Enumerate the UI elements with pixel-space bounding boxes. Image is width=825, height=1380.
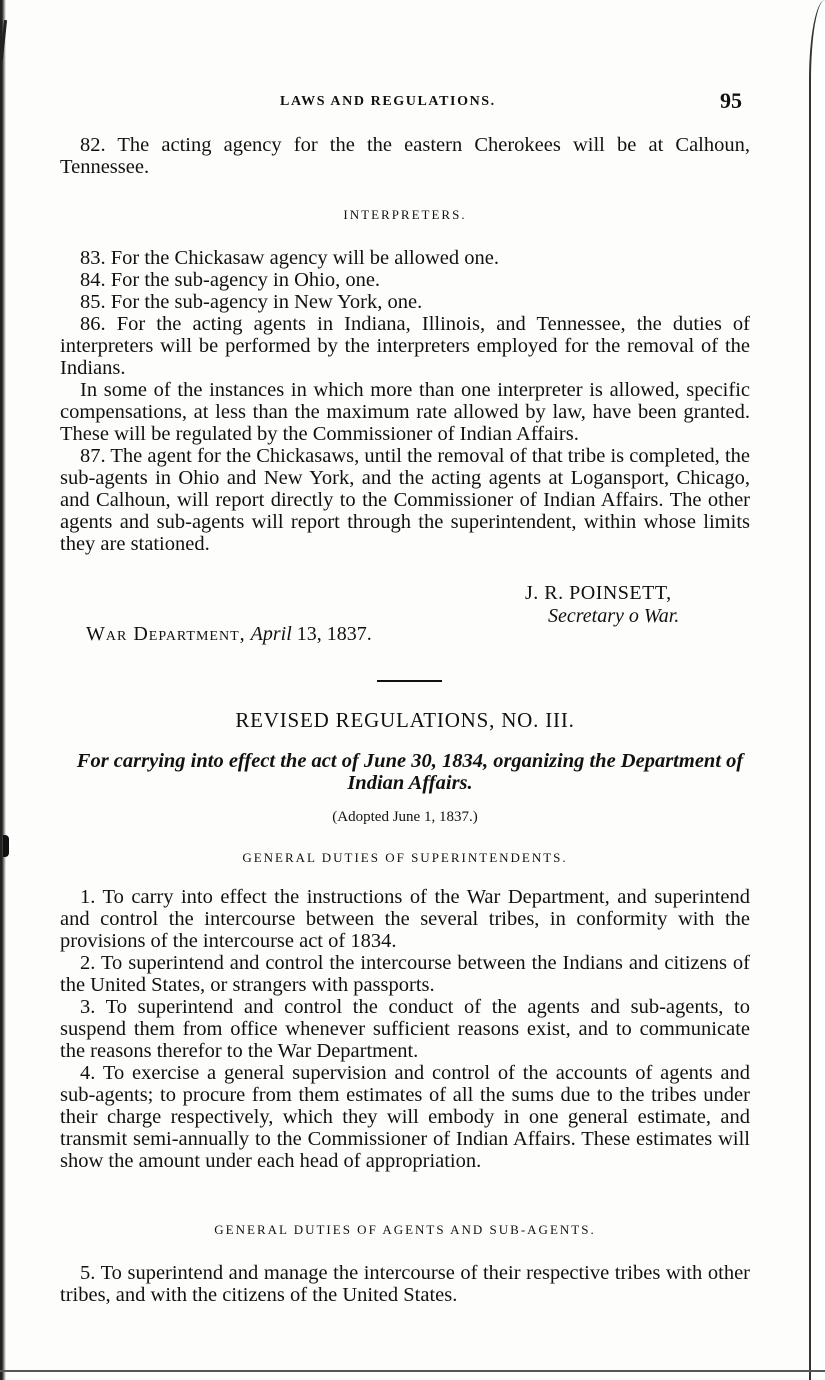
paragraph-86-continued: In some of the instances in which more than one interpreter is allowed, specific compensations, at less than the maximum rate allowed by law, have been granted. These will be regulated by the Commissioner of Indian Affairs. xyxy=(60,379,750,445)
page-number: 95 xyxy=(720,88,742,113)
paragraph-4: 4. To exercise a general supervision and control of the accounts of agents and sub-agents; to procure from them estimates of all the sums due to the tribes under their charge respectively, which they will embody in one general estimate, and transmit semi-annually to the Commissioner of Indian Affairs. These estimates will show the amount under each head of appropriation. xyxy=(60,1062,750,1172)
superintendents-section xyxy=(60,886,750,1172)
page-header xyxy=(60,88,750,116)
section-heading: INTERPRETERS. xyxy=(343,207,467,222)
dateline-date: 13, 1837. xyxy=(296,623,372,645)
dateline-month: April xyxy=(250,623,292,645)
paragraph-2: 2. To superintend and control the intercourse between the Indians and citizens of the United States, or strangers with passports. xyxy=(60,952,750,996)
dateline-department: War Department, xyxy=(86,623,246,645)
interpreters-section xyxy=(60,247,750,555)
paragraph-text: 82. The acting agency for the the eastern Cherokees will be at Calhoun, Tennessee. xyxy=(60,134,750,178)
regulations-subtitle: For carrying into effect the act of June 30, 1834, organizing the Department of Indian Affairs. xyxy=(76,750,744,794)
adopted-date: (Adopted June 1, 1837.) xyxy=(332,809,478,825)
page-right-edge xyxy=(809,0,825,1380)
paragraph-85: 85. For the sub-agency in New York, one. xyxy=(80,291,423,313)
paragraph-5: 5. To superintend and manage the intercourse of their respective tribes with other tribes, and with the citizens of the United States. xyxy=(60,1262,750,1306)
paragraph-3: 3. To superintend and control the conduct of the agents and sub-agents, to suspend them from office whenever sufficient reasons exist, and to communicate the reasons therefor to the War Department. xyxy=(60,996,750,1062)
section-heading: GENERAL DUTIES OF AGENTS AND SUB-AGENTS. xyxy=(214,1222,596,1237)
page-left-edge xyxy=(0,0,6,1380)
interpreters-heading-wrap xyxy=(60,207,750,223)
paragraph-87: 87. The agent for the Chickasaws, until the removal of that tribe is completed, the sub-agents in Ohio and New York, and the acting agents at Logansport, Chicago, and Calhoun, will report directly to the Commissioner of Indian Affairs. The other agents and sub-agents will report through the superintendent, within whose limits they are stationed. xyxy=(60,445,750,555)
running-head: LAWS AND REGULATIONS. xyxy=(280,94,496,109)
paragraph-82 xyxy=(60,134,750,178)
agents-heading-wrap xyxy=(60,1222,750,1238)
scan-mark xyxy=(3,835,9,857)
agents-section xyxy=(60,1262,750,1306)
paragraph-1: 1. To carry into effect the instructions of the War Department, and superintend and control the intercourse between the several tribes, in conformity with the provisions of the intercourse act of 1834. xyxy=(60,886,750,952)
regulations-title: REVISED REGULATIONS, NO. III. xyxy=(235,708,575,732)
paragraph-83: 83. For the Chickasaw agency will be allowed one. xyxy=(80,247,499,269)
signature-name: J. R. POINSETT, xyxy=(525,582,672,604)
paragraph-86: 86. For the acting agents in Indiana, Illinois, and Tennessee, the duties of interpreters will be performed by the interpreters employed for the removal of the Indians. xyxy=(60,313,750,379)
dateline xyxy=(86,623,372,646)
section-heading: GENERAL DUTIES OF SUPERINTENDENTS. xyxy=(242,850,568,865)
signature-title: Secretary o War. xyxy=(548,605,680,627)
page-bottom-edge xyxy=(0,1370,825,1372)
section-divider xyxy=(377,680,442,682)
paragraph-84: 84. For the sub-agency in Ohio, one. xyxy=(80,269,381,291)
superintendents-heading-wrap xyxy=(60,850,750,866)
